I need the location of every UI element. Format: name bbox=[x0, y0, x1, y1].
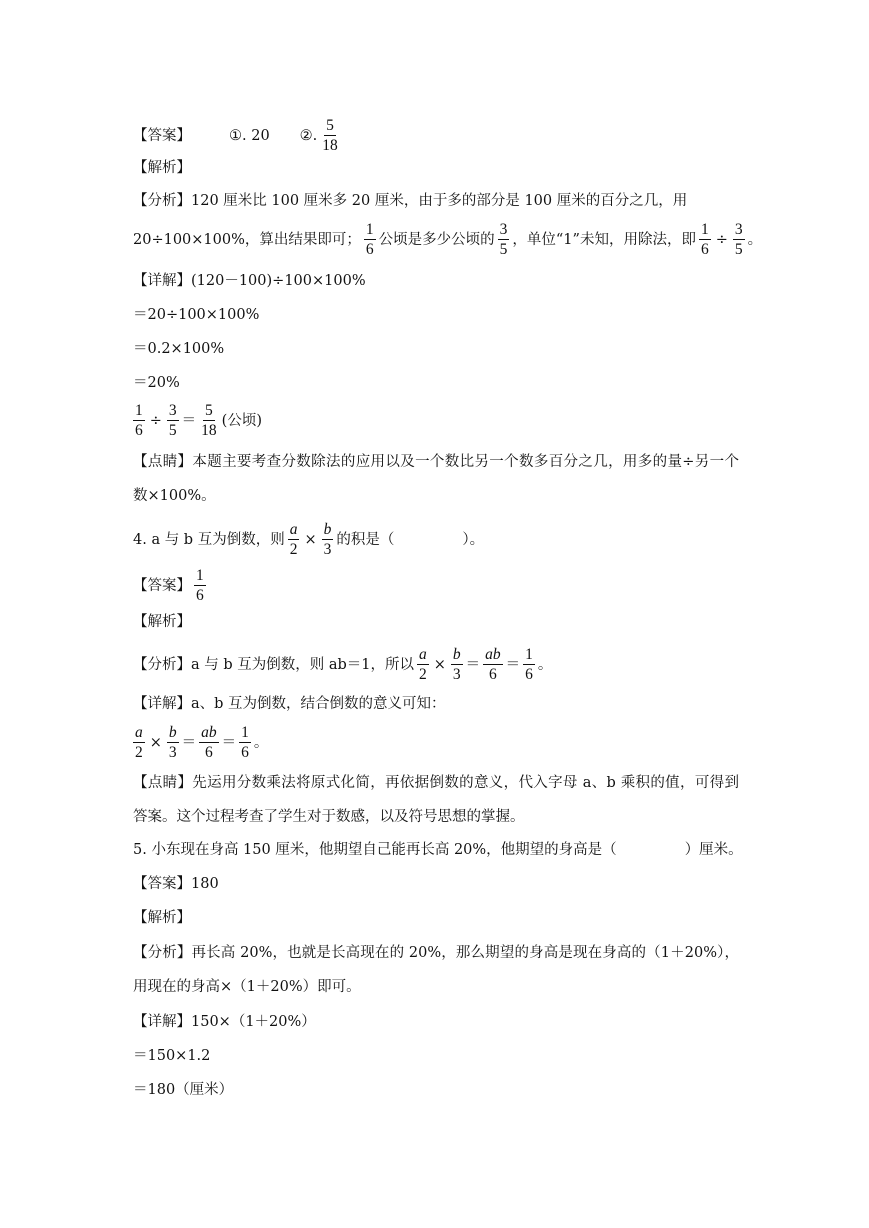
q5-detail-1: 【详解】150×（1＋20%） bbox=[133, 1014, 316, 1030]
unit-text: (公顷) bbox=[221, 412, 262, 429]
fraction: $\frac{1}{6}$ bbox=[135, 402, 143, 439]
q3-detail-2: ＝20÷100×100% bbox=[133, 307, 260, 323]
fraction: $\frac{3}{5}$ bbox=[734, 221, 743, 258]
q3-detail-3: ＝0.2×100% bbox=[133, 341, 225, 357]
fraction: $\frac{ab}{6}$ bbox=[485, 646, 501, 683]
fraction: $\frac{ab}{6}$ bbox=[201, 724, 217, 761]
q3-dianjing: 【点睛】本题主要考查分数除法的应用以及一个数比另一个数多百分之几，用多的量÷另一个数×100%。 bbox=[133, 454, 739, 504]
q4-answer-line bbox=[133, 568, 209, 603]
q5-answer: 【答案】180 bbox=[133, 876, 219, 892]
q5-stem: 5. 小东现在身高 150 厘米，他期望自己能再长高 20%，他期望的身高是（ ）厘米。 bbox=[133, 842, 743, 858]
q4-calc-line: $\frac{a}{2}$ × $\frac{b}{3}$ ＝ $\frac{ab}{6}$ ＝ $\frac{1}{6}$ 。 bbox=[135, 724, 269, 761]
answer-fraction: $\frac{5}{18}$ bbox=[322, 117, 338, 154]
fraction: $\frac{1}{6}$ bbox=[365, 221, 374, 258]
q3-fenxi-line-2: 20÷100×100%，算出结果即可； $\frac{1}{6}$ 公顷是多少公顷的 $\frac{3}{5}$ ，单位“1”未知，用除法，即 $\frac{1}{6}$ ÷ $\frac{3}{5}$ 。 bbox=[133, 221, 763, 258]
answer-label: 【答案】 bbox=[133, 127, 191, 144]
answer-option-1: ①. 20 bbox=[229, 127, 270, 144]
fraction: $\frac{1}{6}$ bbox=[700, 221, 709, 258]
answer-fraction: $\frac{1}{6}$ bbox=[196, 567, 204, 604]
q5-detail-2: ＝150×1.2 bbox=[133, 1048, 211, 1064]
fraction: $\frac{3}{5}$ bbox=[499, 221, 508, 258]
fraction: $\frac{b}{3}$ bbox=[452, 646, 461, 683]
fraction: $\frac{b}{3}$ bbox=[323, 521, 332, 558]
q3-analysis-label: 【解析】 bbox=[133, 160, 191, 176]
answer-label: 【答案】 bbox=[133, 577, 191, 594]
fraction: $\frac{3}{5}$ bbox=[168, 402, 177, 439]
q5-detail-3: ＝180（厘米） bbox=[133, 1082, 234, 1098]
q3-fenxi-line-1: 【分析】120 厘米比 100 厘米多 20 厘米，由于多的部分是 100 厘米的百分之几，用 bbox=[133, 193, 688, 209]
fraction: $\frac{a}{2}$ bbox=[135, 724, 143, 761]
fraction: $\frac{1}{6}$ bbox=[241, 724, 249, 761]
fraction: $\frac{a}{2}$ bbox=[419, 646, 427, 683]
q4-analysis-label: 【解析】 bbox=[133, 614, 191, 630]
fraction: $\frac{5}{18}$ bbox=[201, 402, 217, 439]
fraction: $\frac{1}{6}$ bbox=[525, 646, 533, 683]
fraction: $\frac{a}{2}$ bbox=[289, 521, 298, 558]
answer-option-2: ②. bbox=[299, 127, 318, 144]
q4-stem: 4. a 与 b 互为倒数，则 $\frac{a}{2}$ × $\frac{b}{3}$ 的积是（ ）。 bbox=[133, 521, 485, 558]
q5-analysis-label: 【解析】 bbox=[133, 910, 191, 926]
q4-fenxi: 【分析】a 与 b 互为倒数，则 ab＝1，所以 $\frac{a}{2}$ × $\frac{b}{3}$ ＝ $\frac{ab}{6}$ ＝ $\frac{1}{6}$ 。 bbox=[133, 646, 553, 683]
q3-calc-line: $\frac{1}{6}$ ÷ $\frac{3}{5}$ ＝ $\frac{5}{18}$ (公顷) bbox=[135, 402, 262, 439]
q3-detail-4: ＝20% bbox=[133, 375, 180, 391]
q5-fenxi: 【分析】再长高 20%，也就是长高现在的 20%，那么期望的身高是现在身高的（1＋20%），用现在的身高×（1＋20%）即可。 bbox=[133, 945, 739, 995]
q3-answer-line bbox=[133, 118, 343, 153]
q4-dianjing: 【点睛】先运用分数乘法将原式化简，再依据倒数的意义，代入字母 a、b 乘积的值，可得到答案。这个过程考查了学生对于数感，以及符号思想的掌握。 bbox=[133, 775, 739, 825]
q4-detail: 【详解】a、b 互为倒数，结合倒数的意义可知： bbox=[133, 696, 446, 712]
fraction: $\frac{b}{3}$ bbox=[168, 724, 177, 761]
q3-detail-1: 【详解】(120－100)÷100×100% bbox=[133, 273, 366, 289]
